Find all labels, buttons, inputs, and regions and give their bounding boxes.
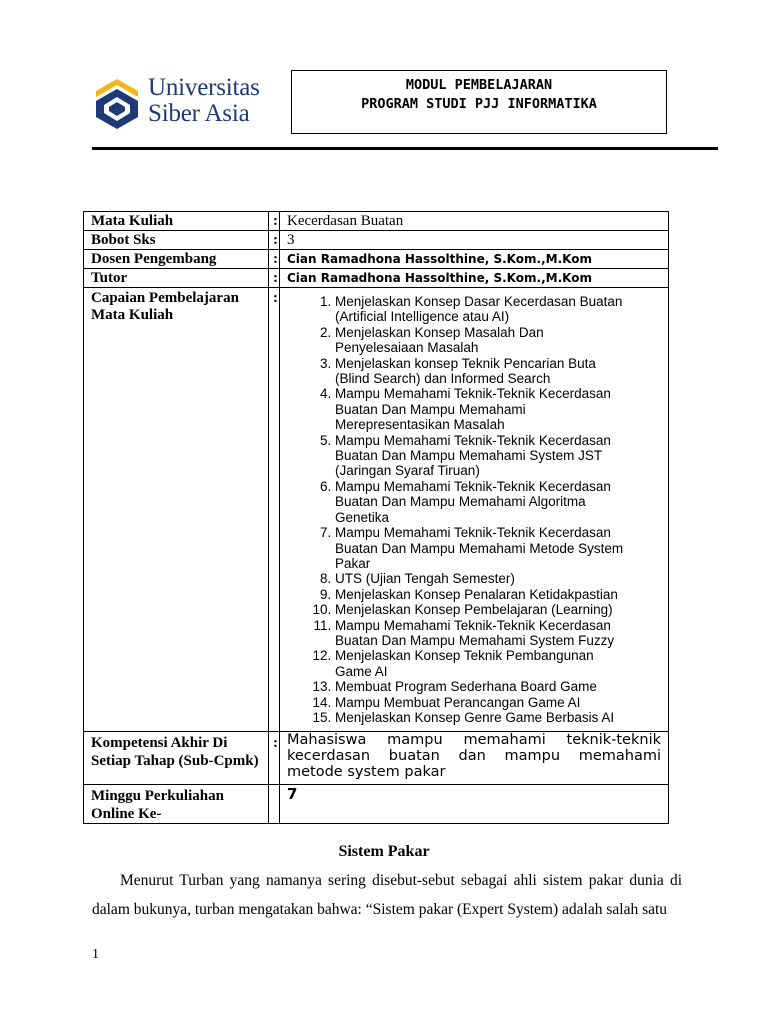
logo-line-1: Universitas bbox=[148, 74, 260, 101]
separator: : bbox=[269, 231, 280, 250]
capaian-item: 14. Mampu Membuat Perancangan Game AI bbox=[335, 695, 630, 710]
program-title: PROGRAM STUDI PJJ INFORMATIKA bbox=[361, 96, 597, 112]
capaian-item: 7. Mampu Memahami Teknik-Teknik Kecerdasan Buatan Dan Mampu Memahami Metode System Pakar bbox=[335, 525, 630, 571]
row-tutor bbox=[84, 269, 669, 288]
capaian-list bbox=[287, 294, 630, 725]
row-kompetensi bbox=[84, 732, 669, 785]
separator-empty bbox=[269, 785, 280, 824]
separator: : bbox=[269, 269, 280, 288]
module-title-box bbox=[291, 70, 667, 134]
dosen-pengembang-label: Dosen Pengembang bbox=[84, 250, 269, 269]
capaian-item: 1. Menjelaskan Konsep Dasar Kecerdasan Buatan (Artificial Intelligence atau AI) bbox=[335, 294, 630, 325]
row-dosen-pengembang bbox=[84, 250, 669, 269]
university-name bbox=[148, 75, 260, 127]
capaian-item: 12. Menjelaskan Konsep Teknik Pembangunan Game AI bbox=[335, 648, 630, 679]
capaian-label: Capaian Pembelajaran Mata Kuliah bbox=[84, 288, 269, 732]
row-mata-kuliah bbox=[84, 212, 669, 231]
body-paragraph: Menurut Turban yang namanya sering disebut-sebut sebagai ahli sistem pakar dunia di dalam bukunya, turban mengatakan bahwa: “Sistem pakar (Expert System) adalah salah satu bbox=[92, 872, 682, 918]
minggu-label: Minggu Perkuliahan Online Ke- bbox=[84, 785, 269, 824]
tutor-label: Tutor bbox=[84, 269, 269, 288]
bobot-sks-label: Bobot Sks bbox=[84, 231, 269, 250]
capaian-item: 10. Menjelaskan Konsep Pembelajaran (Learning) bbox=[335, 602, 630, 617]
capaian-item: 13. Membuat Program Sederhana Board Game bbox=[335, 679, 630, 694]
mata-kuliah-value: Kecerdasan Buatan bbox=[280, 212, 669, 231]
capaian-item: 3. Menjelaskan konsep Teknik Pencarian Buta (Blind Search) dan Informed Search bbox=[335, 356, 630, 387]
row-capaian bbox=[84, 288, 669, 732]
module-title: MODUL PEMBELAJARAN bbox=[405, 77, 553, 93]
bobot-sks-value: 3 bbox=[280, 231, 669, 250]
kompetensi-label: Kompetensi Akhir Di Setiap Tahap (Sub-Cpmk) bbox=[84, 732, 269, 785]
kompetensi-value: Mahasiswa mampu memahami teknik-teknik kecerdasan buatan dan mampu memahami metode system pakar bbox=[280, 732, 669, 785]
capaian-item: 6. Mampu Memahami Teknik-Teknik Kecerdasan Buatan Dan Mampu Memahami Algoritma Genetika bbox=[335, 479, 630, 525]
capaian-item: 15. Menjelaskan Konsep Genre Game Berbasis AI bbox=[335, 710, 630, 725]
mata-kuliah-label: Mata Kuliah bbox=[84, 212, 269, 231]
tutor-value: Cian Ramadhona Hassolthine, S.Kom.,M.Kom bbox=[280, 269, 669, 288]
dosen-pengembang-value: Cian Ramadhona Hassolthine, S.Kom.,M.Kom bbox=[280, 250, 669, 269]
university-emblem-icon bbox=[92, 77, 142, 131]
separator: : bbox=[269, 212, 280, 231]
university-logo bbox=[92, 75, 272, 131]
section-title: Sistem Pakar bbox=[338, 843, 430, 860]
page-number: 1 bbox=[92, 947, 99, 962]
header-divider bbox=[92, 147, 718, 150]
course-info-table bbox=[83, 211, 669, 824]
capaian-item: 9. Menjelaskan Konsep Penalaran Ketidakpastian bbox=[335, 587, 630, 602]
capaian-item: 5. Mampu Memahami Teknik-Teknik Kecerdasan Buatan Dan Mampu Memahami System JST (Jaringan Syaraf Tiruan) bbox=[335, 433, 630, 479]
separator: : bbox=[269, 288, 280, 732]
capaian-item: 4. Mampu Memahami Teknik-Teknik Kecerdasan Buatan Dan Mampu Memahami Merepresentasikan Masalah bbox=[335, 386, 630, 432]
capaian-item: 11. Mampu Memahami Teknik-Teknik Kecerdasan Buatan Dan Mampu Memahami System Fuzzy bbox=[335, 618, 630, 649]
capaian-value bbox=[280, 288, 669, 732]
row-minggu bbox=[84, 785, 669, 824]
logo-line-2: Siber Asia bbox=[148, 100, 250, 127]
row-bobot-sks bbox=[84, 231, 669, 250]
capaian-item: 2. Menjelaskan Konsep Masalah Dan Penyelesaiaan Masalah bbox=[335, 325, 630, 356]
minggu-value: 7 bbox=[280, 785, 669, 824]
capaian-item: 8. UTS (Ujian Tengah Semester) bbox=[335, 571, 630, 586]
separator: : bbox=[269, 732, 280, 785]
separator: : bbox=[269, 250, 280, 269]
